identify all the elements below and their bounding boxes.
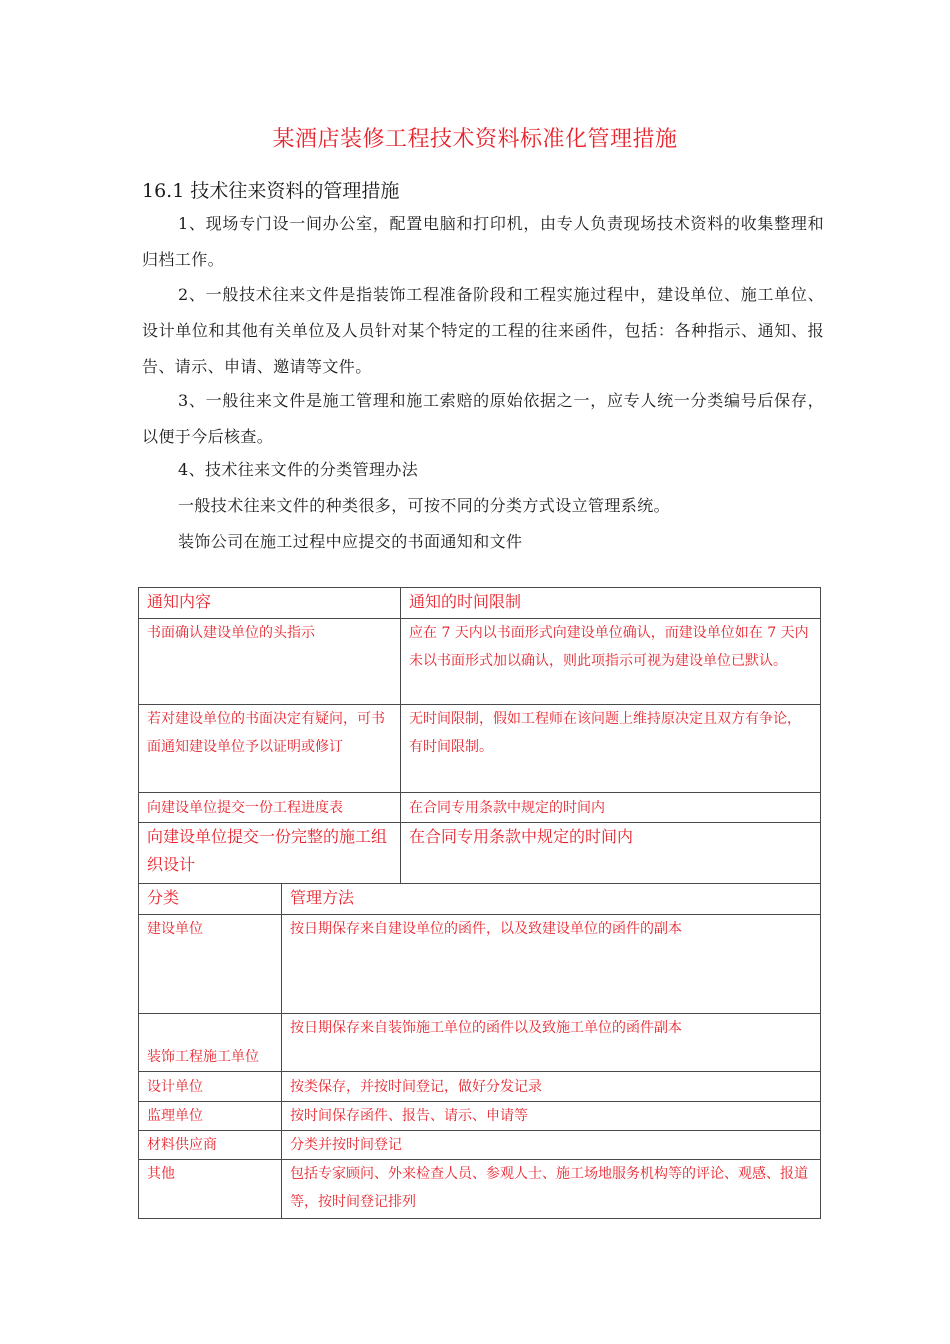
table-row bbox=[139, 1014, 821, 1072]
table-row bbox=[139, 823, 821, 884]
table-cell: 按时间保存函件、报告、请示、申请等 bbox=[282, 1102, 821, 1131]
paragraph-1: 1、现场专门设一间办公室，配置电脑和打印机，由专人负责现场技术资料的收集整理和归档工作。 bbox=[142, 214, 824, 269]
table-cell: 按类保存，并按时间登记，做好分发记录 bbox=[282, 1072, 821, 1102]
table-header-row bbox=[139, 884, 821, 915]
table-cell: 若对建设单位的书面决定有疑问，可书面通知建设单位予以证明或修订 bbox=[139, 705, 401, 793]
table-cell: 材料供应商 bbox=[139, 1131, 282, 1160]
paragraph-5: 一般技术往来文件的种类很多，可按不同的分类方式设立管理系统。 bbox=[178, 496, 671, 515]
table-row bbox=[139, 1131, 821, 1160]
table-cell: 设计单位 bbox=[139, 1072, 282, 1102]
table-row bbox=[139, 1102, 821, 1131]
paragraph-2: 2、一般技术往来文件是指装饰工程准备阶段和工程实施过程中，建设单位、施工单位、设计单位和其他有关单位及人员针对某个特定的工程的往来函件，包括：各种指示、通知、报告、请示、申请、邀请等文件。 bbox=[142, 285, 824, 376]
records-table bbox=[138, 587, 820, 1219]
table-cell: 监理单位 bbox=[139, 1102, 282, 1131]
table-cell: 分类并按时间登记 bbox=[282, 1131, 821, 1160]
category-table bbox=[138, 883, 821, 1219]
table-cell: 按日期保存来自装饰施工单位的函件以及致施工单位的函件副本 bbox=[282, 1014, 821, 1072]
table-header-cell: 通知的时间限制 bbox=[401, 588, 821, 619]
table-row bbox=[139, 705, 821, 793]
paragraph-3: 3、一般往来文件是施工管理和施工索赔的原始依据之一，应专人统一分类编号后保存，以便于今后核查。 bbox=[142, 391, 824, 446]
table-row bbox=[139, 915, 821, 1014]
table-cell: 包括专家顾问、外来检查人员、参观人士、施工场地服务机构等的评论、观感、报道等，按时间登记排列 bbox=[282, 1160, 821, 1219]
page-title: 某酒店装修工程技术资料标准化管理措施 bbox=[272, 127, 678, 152]
table-row bbox=[139, 793, 821, 823]
notice-table bbox=[138, 587, 821, 884]
table-header-cell: 通知内容 bbox=[139, 588, 401, 619]
table-cell: 无时间限制，假如工程师在该问题上维持原决定且双方有争论，有时间限制。 bbox=[401, 705, 821, 793]
table-cell: 向建设单位提交一份完整的施工组织设计 bbox=[139, 823, 401, 884]
paragraph-6: 装饰公司在施工过程中应提交的书面通知和文件 bbox=[178, 532, 523, 551]
section-heading: 16.1 技术往来资料的管理措施 bbox=[142, 180, 400, 202]
table-header-cell: 分类 bbox=[139, 884, 282, 915]
table-cell: 按日期保存来自建设单位的函件，以及致建设单位的函件的副本 bbox=[282, 915, 821, 1014]
table-cell: 在合同专用条款中规定的时间内 bbox=[401, 823, 821, 884]
table-cell: 应在 7 天内以书面形式向建设单位确认，而建设单位如在 7 天内未以书面形式加以确认，则此项指示可视为建设单位已默认。 bbox=[401, 619, 821, 705]
table-row bbox=[139, 1160, 821, 1219]
table-cell: 建设单位 bbox=[139, 915, 282, 1014]
table-row bbox=[139, 1072, 821, 1102]
table-row bbox=[139, 619, 821, 705]
table-header-row bbox=[139, 588, 821, 619]
table-cell: 书面确认建设单位的头指示 bbox=[139, 619, 401, 705]
table-cell: 在合同专用条款中规定的时间内 bbox=[401, 793, 821, 823]
table-cell: 向建设单位提交一份工程进度表 bbox=[139, 793, 401, 823]
table-cell: 装饰工程施工单位 bbox=[139, 1014, 282, 1072]
paragraph-4: 4、技术往来文件的分类管理办法 bbox=[178, 460, 419, 479]
table-header-cell: 管理方法 bbox=[282, 884, 821, 915]
table-cell: 其他 bbox=[139, 1160, 282, 1219]
